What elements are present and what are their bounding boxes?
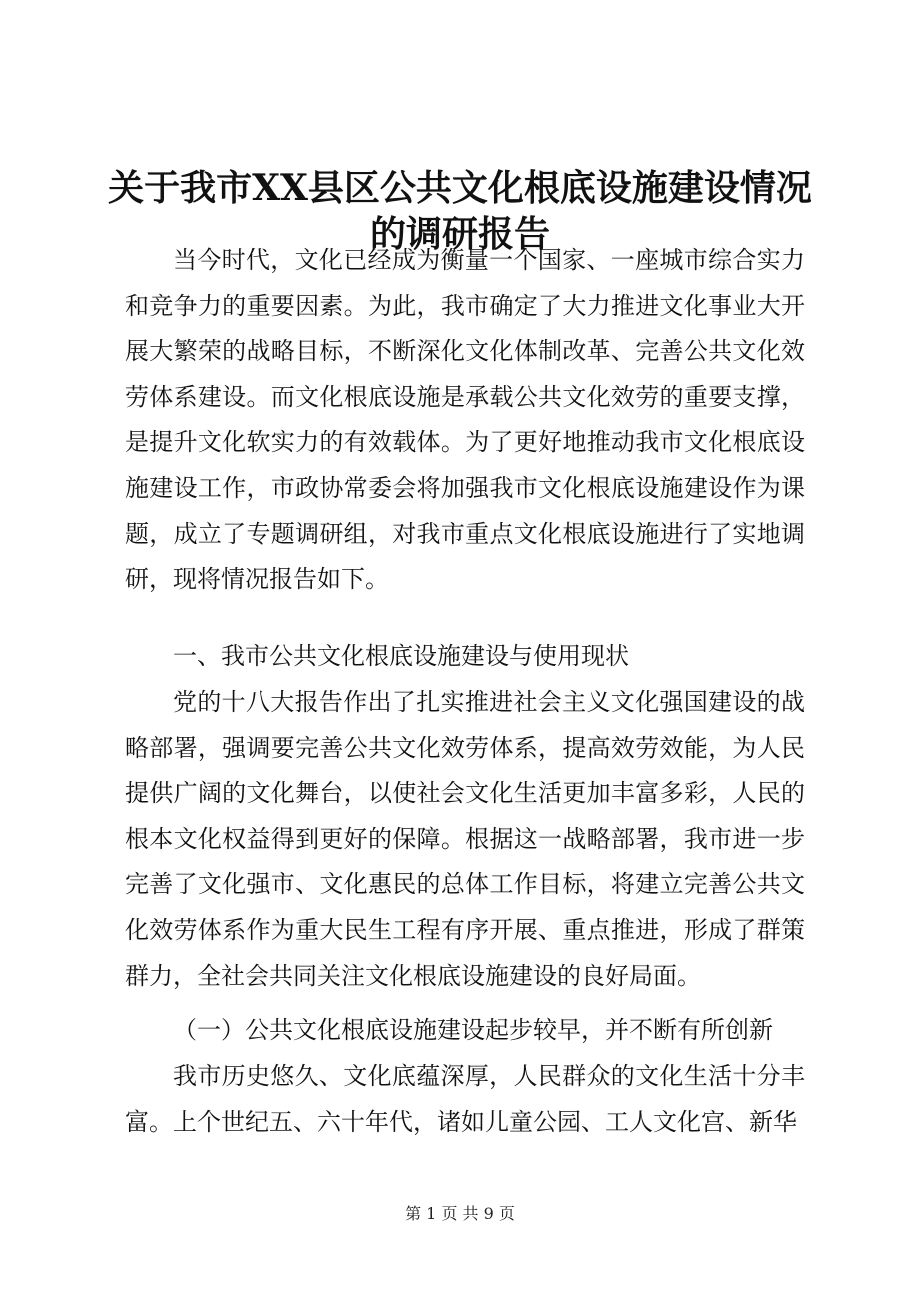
intro-paragraph: 当今时代，文化已经成为衡量一个国家、一座城市综合实力和竞争力的重要因素。为此，我市确定了大力推进文化事业大开展大繁荣的战略目标，不断深化文化体制改革、完善公共文化效劳体系建设。而文化根底设施是承载公共文化效劳的重要支撑，是提升文化软实力的有效载体。为了更好地推动我市文化根底设施建设工作，市政协常委会将加强我市文化根底设施建设作为课题，成立了专题调研组，对我市重点文化根底设施进行了实地调研，现将情况报告如下。 <box>125 246 805 594</box>
document-title-line-2: 的调研报告 <box>369 213 550 255</box>
page-number-footer: 第 1 页 共 9 页 <box>405 1204 515 1223</box>
body-paragraph: 我市历史悠久、文化底蕴深厚，人民群众的文化生活十分丰富。上个世纪五、六十年代，诸如儿童公园、工人文化宫、新华 <box>125 1062 805 1136</box>
body-paragraph: 党的十八大报告作出了扎实推进社会主义文化强国建设的战略部署，强调要完善公共文化效劳体系，提高效劳效能，为人民提供广阔的文化舞台，以使社会文化生活更加丰富多彩，人民的根本文化权益得到更好的保障。根据这一战略部署，我市进一步完善了文化强市、文化惠民的总体工作目标，将建立完善公共文化效劳体系作为重大民生工程有序开展、重点推进，形成了群策群力，全社会共同关注文化根底设施建设的良好局面。 <box>125 688 805 990</box>
subsection-heading-1: （一）公共文化根底设施建设起步较早，并不断有所创新 <box>173 1016 773 1044</box>
document-title-line-1: 关于我市XX县区公共文化根底设施建设情况 <box>108 167 812 209</box>
section-heading-1: 一、我市公共文化根底设施建设与使用现状 <box>173 642 629 670</box>
